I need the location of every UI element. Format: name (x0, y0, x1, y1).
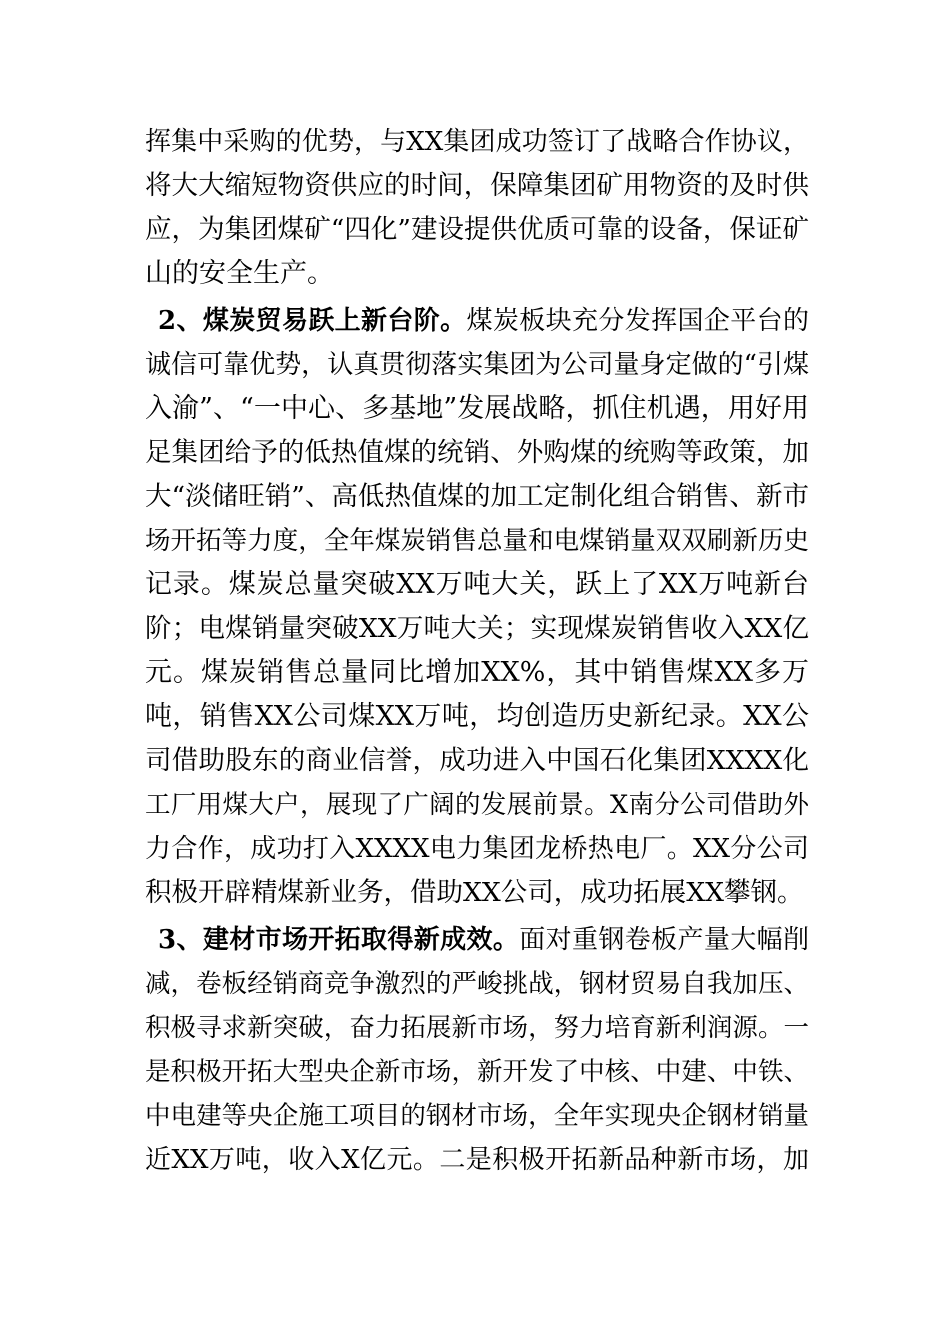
p2-line-3: 入渝”、“一中心、多基地”发展战略，抓住机遇，用好用 (145, 393, 809, 424)
p3-line-5: 中电建等央企施工项目的钢材市场，全年实现央企钢材销量 (145, 1101, 809, 1131)
p3-line-3: 积极寻求新突破，奋力拓展新市场，努力培育新利润源。一 (145, 1013, 809, 1043)
p2-line-4: 足集团给予的低热值煤的统销、外购煤的统购等政策，加 (145, 437, 809, 468)
p1-line-1: 挥集中采购的优势，与XX集团成功签订了战略合作协议， (145, 127, 809, 157)
p2-line-6: 场开拓等力度，全年煤炭销售总量和电煤销量双双刷新历史 (145, 526, 809, 556)
p2-line-2: 诚信可靠优势，认真贯彻落实集团为公司量身定做的“引煤 (145, 350, 809, 380)
p1-line-2: 将大大缩短物资供应的时间，保障集团矿用物资的及时供 (145, 170, 809, 201)
p3-line-2: 减，卷板经销商竞争激烈的严峻挑战，钢材贸易自我加压、 (145, 969, 809, 999)
p2-heading: 2、煤炭贸易跃上新台阶。 (158, 306, 467, 336)
p1-line-3: 应，为集团煤矿“四化”建设提供优质可靠的设备，保证矿 (145, 214, 809, 245)
p2-line-13: 力合作，成功打入XXXX电力集团龙桥热电厂。XX分公司 (145, 834, 809, 864)
p3-heading: 3、建材市场开拓取得新成效。 (158, 925, 520, 955)
p2-line-11: 司借助股东的商业信誉，成功进入中国石化集团XXXX化 (145, 745, 809, 776)
p2-line-8: 阶；电煤销量突破XX万吨大关；实现煤炭销售收入XX亿 (145, 613, 809, 644)
p2-line-1: 2、煤炭贸易跃上新台阶。煤炭板块充分发挥国企平台的 (158, 306, 809, 336)
p3-line-6: 近XX万吨，收入X亿元。二是积极开拓新品种新市场，加 (145, 1145, 809, 1175)
p2-line-5: 大“淡储旺销”、高低热值煤的加工定制化组合销售、新市 (145, 481, 809, 512)
p3-line-1: 3、建材市场开拓取得新成效。面对重钢卷板产量大幅削 (158, 925, 809, 955)
p2-line-10: 吨，销售XX公司煤XX万吨，均创造历史新纪录。XX公 (145, 701, 809, 732)
p2-line-9: 元。煤炭销售总量同比增加XX%，其中销售煤XX多万 (145, 657, 809, 688)
p2-line-12: 工厂用煤大户，展现了广阔的发展前景。X南分公司借助外 (145, 790, 809, 820)
p3-line-4: 是积极开拓大型央企新市场，新开发了中核、中建、中铁、 (145, 1057, 809, 1087)
p2-line-14: 积极开辟精煤新业务，借助XX公司，成功拓展XX攀钢。 (145, 877, 804, 908)
p1-line-4: 山的安全生产。 (145, 258, 334, 289)
p2-line-7: 记录。煤炭总量突破XX万吨大关，跃上了XX万吨新台 (145, 569, 809, 600)
